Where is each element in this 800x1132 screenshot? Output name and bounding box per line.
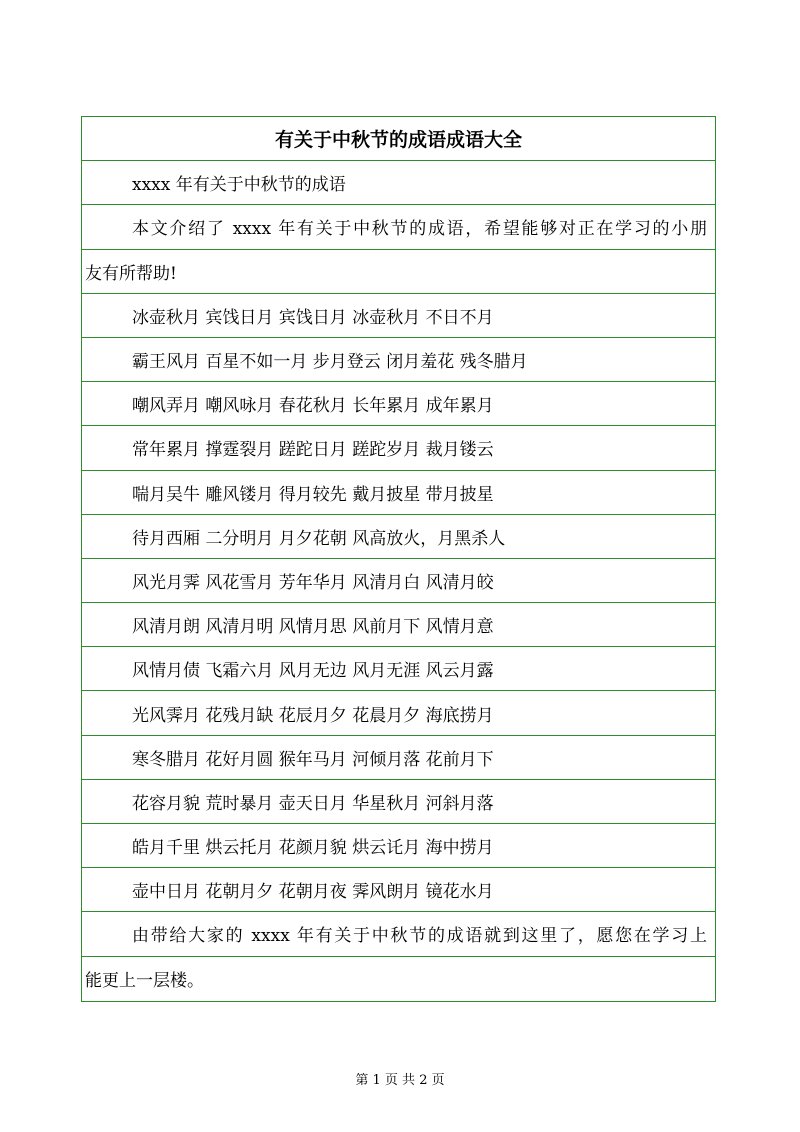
idiom-row: 皓月千里 烘云托月 花颜月貌 烘云讬月 海中捞月 (82, 824, 715, 868)
idiom-row: 待月西厢 二分明月 月夕花朝 风高放火，月黑杀人 (82, 515, 715, 559)
closing-line-1-text: 由带给大家的 xxxx 年有关于中秋节的成语就到这里了，愿您在学习上 (132, 926, 707, 947)
idiom-row: 霸王风月 百星不如一月 步月登云 闭月羞花 残冬腊月 (82, 338, 715, 382)
idiom-row: 壶中日月 花朝月夕 花朝月夜 霁风朗月 镜花水月 (82, 868, 715, 912)
idiom-row: 风情月债 飞霜六月 风月无边 风月无涯 风云月露 (82, 647, 715, 691)
intro-line-1-text: 本文介绍了 xxxx 年有关于中秋节的成语，希望能够对正在学习的小朋 (132, 219, 707, 240)
intro-line-1 (82, 205, 715, 249)
idiom-row: 光风霁月 花残月缺 花辰月夕 花晨月夕 海底捞月 (82, 691, 715, 735)
closing-line-2: 能更上一层楼。 (85, 971, 204, 992)
idiom-row: 花容月貌 荒时暴月 壶天日月 华星秋月 河斜月落 (82, 780, 715, 824)
document-title: 有关于中秋节的成语成语大全 (82, 117, 715, 161)
idiom-row: 喘月吴牛 雕风镂月 得月较先 戴月披星 带月披星 (82, 471, 715, 515)
idiom-row: 寒冬腊月 花好月圆 猴年马月 河倾月落 花前月下 (82, 736, 715, 780)
document-subtitle: xxxx 年有关于中秋节的成语 (82, 161, 715, 205)
intro-line-2: 友有所帮助! (82, 250, 715, 294)
idiom-row: 风光月霁 风花雪月 芳年华月 风清月白 风清月皎 (82, 559, 715, 603)
document-table (81, 116, 716, 1002)
idiom-row: 常年累月 撑霆裂月 蹉跎日月 蹉跎岁月 裁月镂云 (82, 426, 715, 470)
idiom-row: 冰壶秋月 宾饯日月 宾饯日月 冰壶秋月 不日不月 (82, 294, 715, 338)
page-number: 第 1 页 共 2 页 (355, 1073, 445, 1088)
idiom-row: 嘲风弄月 嘲风咏月 春花秋月 长年累月 成年累月 (82, 382, 715, 426)
closing-line-1 (82, 912, 715, 956)
idiom-row: 风清月朗 风清月明 风情月思 风前月下 风情月意 (82, 603, 715, 647)
